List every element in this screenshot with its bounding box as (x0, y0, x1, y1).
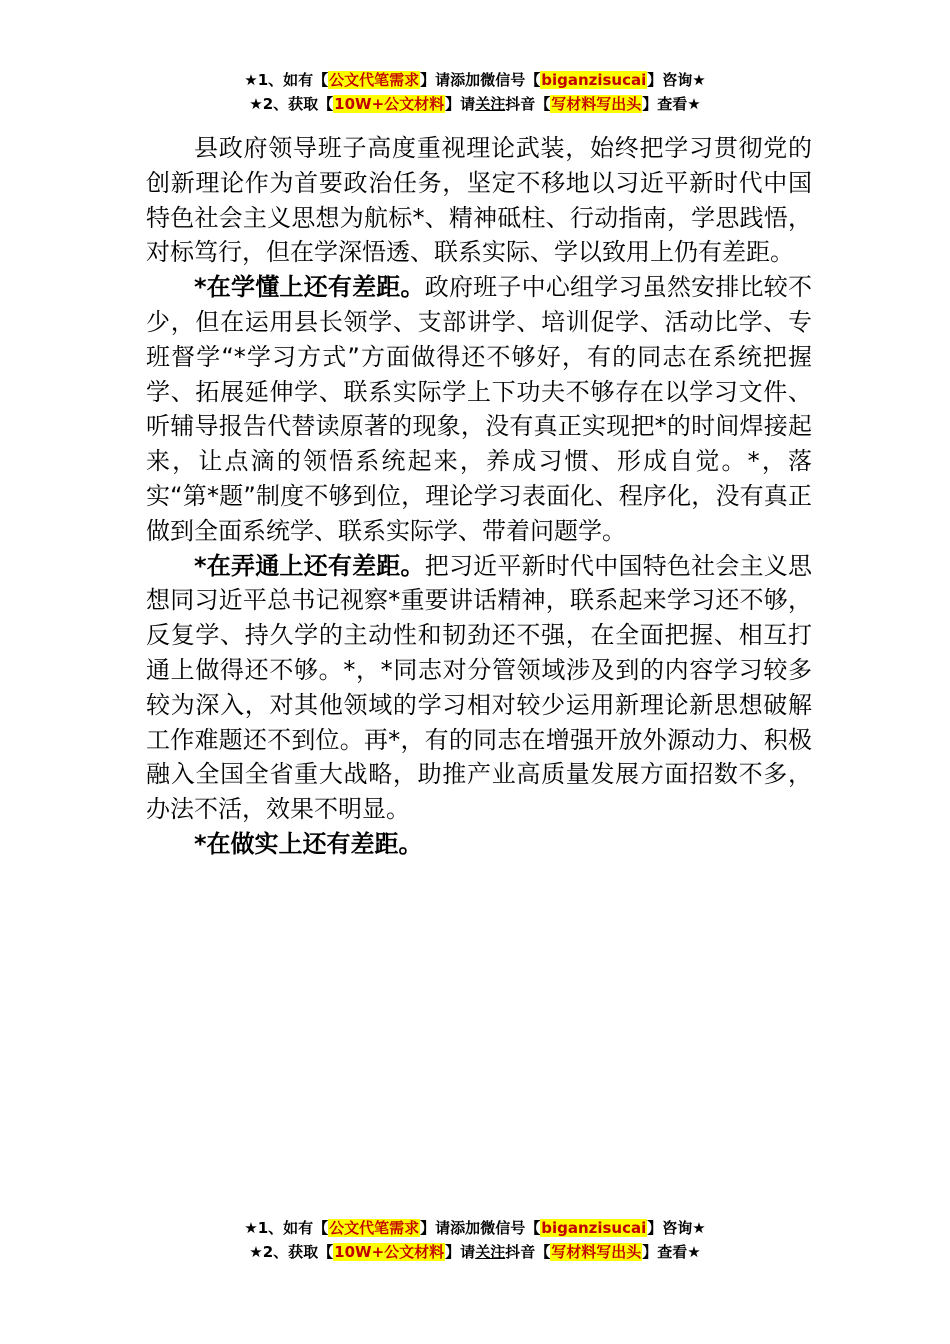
banner-emphasis: 关注 (475, 95, 506, 113)
document-body (146, 131, 812, 862)
banner-text: 】请 (445, 1243, 476, 1261)
banner-text: 1、如有【 (257, 71, 329, 89)
banner-emphasis: 加 (465, 1219, 481, 1237)
banner-text: 微信号【 (480, 1219, 541, 1237)
footer-banner (0, 1216, 950, 1264)
paragraph-text: 县政府领导班子高度重视理论武装，始终把学习贯彻党的创新理论作为首要政治任务，坚定不移地以习近平新时代中国特色社会主义思想为航标*、精神砥柱、行动指南，学思践悟，对标笃行，但在学深悟透、联系实际、学以致用上仍有差距。 (146, 134, 812, 267)
paragraph-understanding (146, 270, 812, 548)
banner-text: 】咨询 (647, 1219, 693, 1237)
highlight-materials: 10W+公文材料 (334, 95, 445, 113)
star-icon: ★ (249, 95, 263, 113)
banner-line-2 (0, 92, 950, 116)
paragraph-intro (146, 131, 812, 270)
star-icon: ★ (692, 71, 706, 89)
star-icon: ★ (687, 95, 701, 113)
paragraph-text: 政府班子中心组学习虽然安排比较不少，但在运用县长领学、支部讲学、培训促学、活动比学、专班督学“*学习方式”方面做得还不够好，有的同志在系统把握学、拓展延伸学、联系实际学上下功夫不够存在以学习文件、听辅导报告代替读原著的现象，没有真正实现把*的时间焊接起来，让点滴的领悟系统起来，养成习惯、形成自觉。*，落实“第*题”制度不够到位，理论学习表面化、程序化，没有真正做到全面系统学、联系实际学、带着问题学。 (146, 273, 812, 545)
banner-text: 】咨询 (647, 71, 693, 89)
banner-line-1 (0, 68, 950, 92)
banner-text: 抖音【 (505, 1243, 551, 1261)
star-icon: ★ (249, 1243, 263, 1261)
banner-text: 】请添 (420, 1219, 466, 1237)
banner-emphasis: 关注 (475, 1243, 506, 1261)
banner-text: 2、获取【 (262, 1243, 334, 1261)
paragraph-text: 把习近平新时代中国特色社会主义思想同习近平总书记视察*重要讲话精神，联系起来学习还不够，反复学、持久学的主动性和韧劲还不强，在全面把握、相互打通上做得还不够。*，*同志对分管领域涉及到的内容学习较多较为深入，对其他领域的学习相对较少运用新理论新思想破解工作难题还不到位。再*，有的同志在增强开放外源动力、积极融入全国全省重大战略，助推产业高质量发展方面招数不多，办法不活，效果不明显。 (146, 551, 812, 824)
highlight-materials: 10W+公文材料 (334, 1243, 445, 1261)
paragraph-practice (146, 827, 812, 862)
banner-text: 】请 (445, 95, 476, 113)
section-heading: *在学懂上还有差距。 (194, 273, 425, 302)
banner-text: 】查看 (642, 1243, 688, 1261)
banner-line-1 (0, 1216, 950, 1240)
highlight-douyin-account: 写材料写出头 (551, 95, 642, 113)
star-icon: ★ (687, 1243, 701, 1261)
banner-text: 微信号【 (480, 71, 541, 89)
paragraph-comprehension (146, 549, 812, 827)
star-icon: ★ (692, 1219, 706, 1237)
banner-line-2 (0, 1240, 950, 1264)
banner-text: 1、如有【 (257, 1219, 329, 1237)
highlight-service: 公文代笔需求 (329, 71, 420, 89)
highlight-wechat-id: biganzisucai (541, 71, 647, 89)
banner-emphasis: 加 (465, 71, 481, 89)
banner-text: 2、获取【 (262, 95, 334, 113)
star-icon: ★ (244, 71, 258, 89)
highlight-service: 公文代笔需求 (329, 1219, 420, 1237)
section-heading: *在弄通上还有差距。 (194, 551, 425, 580)
header-banner (0, 68, 950, 116)
section-heading: *在做实上还有差距。 (194, 829, 423, 858)
star-icon: ★ (244, 1219, 258, 1237)
banner-text: 】请添 (420, 71, 466, 89)
banner-text: 】查看 (642, 95, 688, 113)
highlight-douyin-account: 写材料写出头 (551, 1243, 642, 1261)
highlight-wechat-id: biganzisucai (541, 1219, 647, 1237)
banner-text: 抖音【 (505, 95, 551, 113)
